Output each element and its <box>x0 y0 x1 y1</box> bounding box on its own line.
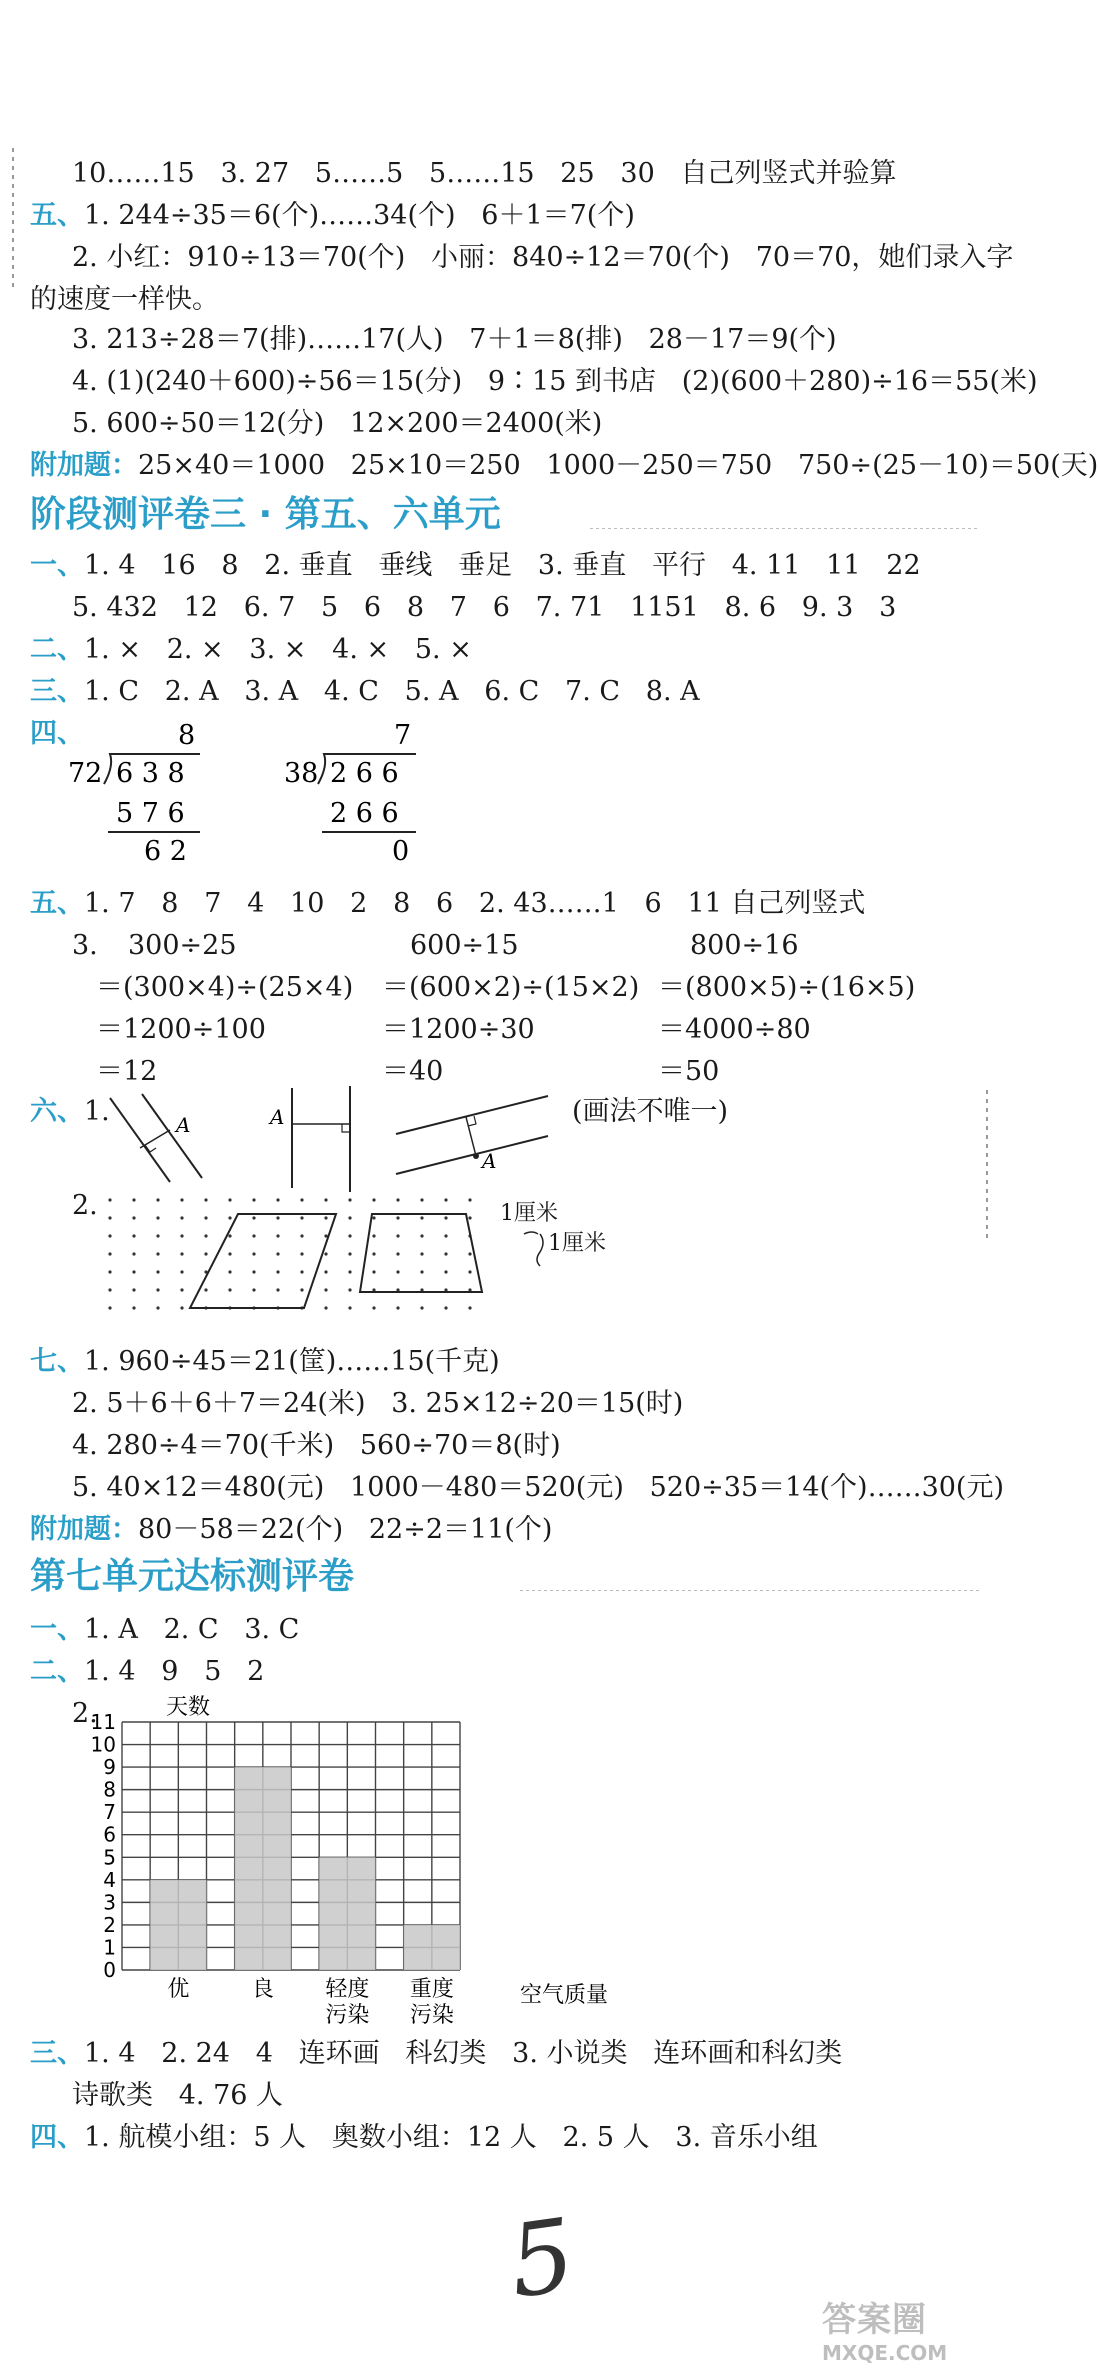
grid-dot <box>372 1216 375 1219</box>
grid-dot <box>468 1306 471 1309</box>
grid-dot <box>300 1216 303 1219</box>
watermark-logo: 答案圈 MXQE.COM <box>822 2300 948 2365</box>
grid-dot <box>324 1252 327 1255</box>
calc-col1-line3: ＝1200÷100 <box>96 1014 266 1045</box>
grid-dot <box>156 1288 159 1291</box>
y-axis-label: 天数 <box>166 1695 211 1720</box>
grid-dot <box>180 1198 183 1201</box>
grid-dot <box>300 1270 303 1273</box>
grid-dot <box>396 1306 399 1309</box>
grid-dot <box>372 1234 375 1237</box>
grid-dot <box>156 1234 159 1237</box>
grid-dot <box>180 1216 183 1219</box>
section-rule <box>590 528 980 529</box>
grid-dot <box>180 1306 183 1309</box>
unit-label-2: 1厘米 <box>548 1231 606 1256</box>
y-tick-label: 1 <box>103 1935 116 1960</box>
quotient: 8 <box>178 720 196 751</box>
grid-dot <box>444 1252 447 1255</box>
grid-dot <box>108 1270 111 1273</box>
grid-dot <box>108 1252 111 1255</box>
calc-col1-line1: 300÷25 <box>128 930 237 961</box>
grid-dot <box>420 1270 423 1273</box>
grid-dot <box>204 1252 207 1255</box>
y-tick-label: 8 <box>103 1777 116 1802</box>
answer-line: 二、1. 4 9 5 2 <box>30 1656 265 1687</box>
x-tick-sublabel: 污染 <box>325 2003 370 2028</box>
answer-line: 2. 5＋6＋6＋7＝24(米) 3. 25×12÷20＝15(时) <box>72 1388 684 1419</box>
grid-dot <box>204 1198 207 1201</box>
y-tick-label: 3 <box>103 1890 116 1915</box>
grid-dot <box>420 1216 423 1219</box>
grid-dot <box>108 1288 111 1291</box>
calc-col3-line1: 800÷16 <box>690 930 799 961</box>
grid-dot <box>324 1216 327 1219</box>
grid-dot <box>324 1306 327 1309</box>
grid-dot <box>204 1216 207 1219</box>
grid-dot <box>372 1252 375 1255</box>
y-tick-label: 4 <box>103 1867 116 1892</box>
grid-dot <box>108 1216 111 1219</box>
grid-dot <box>276 1288 279 1291</box>
point-label-a: A <box>176 1113 191 1137</box>
y-tick-label: 10 <box>90 1732 116 1757</box>
grid-dot <box>252 1270 255 1273</box>
grid-dot <box>420 1234 423 1237</box>
grid-dot <box>348 1288 351 1291</box>
answer-line: 10……15 3. 27 5……5 5……15 25 30 自己列竖式并验算 <box>72 158 897 189</box>
grid-dot <box>348 1306 351 1309</box>
perpendicular-drawing-1 <box>100 1090 210 1190</box>
grid-dot <box>348 1234 351 1237</box>
unit-label-1: 1厘米 <box>500 1201 558 1226</box>
long-division-2 <box>278 718 448 878</box>
answer-line: 5. 432 12 6. 7 5 6 8 7 6 7. 71 1151 8. 6 9. 3 3 <box>72 592 897 623</box>
grid-dot <box>228 1270 231 1273</box>
divisor: 72 <box>68 758 103 789</box>
grid-dot <box>228 1252 231 1255</box>
answer-line: 诗歌类 4. 76 人 <box>72 2080 284 2111</box>
grid-dot <box>276 1198 279 1201</box>
grid-dot <box>396 1252 399 1255</box>
grid-dot <box>324 1198 327 1201</box>
answer-line: 2. 小红：910÷13＝70(个) 小丽：840÷12＝70(个) 70＝70，她们录入字 <box>72 242 1014 273</box>
answer-line: 2. <box>72 1190 98 1221</box>
grid-dot <box>132 1234 135 1237</box>
x-tick-sublabel: 污染 <box>409 2003 454 2028</box>
grid-dot <box>276 1270 279 1273</box>
margin-dots-right <box>986 1090 988 1240</box>
answer-line: 三、1. C 2. A 3. A 4. C 5. A 6. C 7. C 8. A <box>30 676 700 707</box>
grid-dot <box>132 1198 135 1201</box>
grid-dot <box>324 1288 327 1291</box>
perpendicular-drawing-2 <box>262 1084 372 1194</box>
section-title-stage3: 阶段测评卷三 · 第五、六单元 <box>30 494 501 535</box>
calc-col3-line3: ＝4000÷80 <box>658 1014 811 1045</box>
grid-dot <box>252 1288 255 1291</box>
answer-line: 一、1. 4 16 8 2. 垂直 垂线 垂足 3. 垂直 平行 4. 11 11 22 <box>30 550 921 581</box>
grid-dot <box>444 1306 447 1309</box>
grid-dot <box>444 1270 447 1273</box>
answer-line: 五、1. 244÷35＝6(个)……34(个) 6＋1＝7(个) <box>30 200 635 231</box>
grid-dot <box>156 1270 159 1273</box>
answer-line: 5. 600÷50＝12(分) 12×200＝2400(米) <box>72 408 603 439</box>
grid-dot <box>372 1198 375 1201</box>
bar <box>150 1880 206 1970</box>
product: 2 6 6 <box>330 798 399 829</box>
grid-dot <box>132 1252 135 1255</box>
dividend: 2 6 6 <box>330 758 399 789</box>
y-tick-label: 2 <box>103 1912 116 1937</box>
calc-label: 3. <box>72 930 98 961</box>
dividend: 6 3 8 <box>116 758 185 789</box>
grid-dot <box>132 1306 135 1309</box>
grid-dot <box>180 1252 183 1255</box>
calc-col2-line2: ＝(600×2)÷(15×2) <box>382 972 640 1003</box>
grid-dot <box>444 1198 447 1201</box>
grid-dot <box>372 1270 375 1273</box>
quotient: 7 <box>394 720 412 751</box>
answer-line: 4. 280÷4＝70(千米) 560÷70＝8(时) <box>72 1430 561 1461</box>
grid-dot <box>300 1288 303 1291</box>
grid-dot <box>228 1234 231 1237</box>
grid-dot <box>180 1288 183 1291</box>
grid-dot <box>252 1234 255 1237</box>
grid-dot <box>276 1234 279 1237</box>
remainder: 6 2 <box>144 836 187 867</box>
grid-dot <box>468 1252 471 1255</box>
calc-col2-line1: 600÷15 <box>410 930 519 961</box>
grid-dot <box>444 1216 447 1219</box>
answer-line: 附加题：25×40＝1000 25×10＝250 1000－250＝750 750÷(25－10)＝50(天) <box>30 450 1098 481</box>
grid-dot <box>300 1234 303 1237</box>
grid-dot <box>444 1234 447 1237</box>
y-tick-label: 6 <box>103 1822 116 1847</box>
grid-dot <box>108 1306 111 1309</box>
calc-col3-line4: ＝50 <box>658 1056 720 1087</box>
grid-dot <box>348 1270 351 1273</box>
grid-dot <box>396 1270 399 1273</box>
grid-dot <box>324 1270 327 1273</box>
grid-dot <box>468 1198 471 1201</box>
grid-dot <box>204 1288 207 1291</box>
grid-dot <box>156 1198 159 1201</box>
grid-dot <box>420 1198 423 1201</box>
answer-line: 3. 213÷28＝7(排)……17(人) 7＋1＝8(排) 28－17＝9(个) <box>72 324 837 355</box>
y-tick-label: 9 <box>103 1755 116 1780</box>
grid-dot <box>252 1198 255 1201</box>
y-tick-label: 11 <box>90 1710 116 1734</box>
answer-line: 一、1. A 2. C 3. C <box>30 1614 300 1645</box>
grid-dot <box>300 1252 303 1255</box>
grid-dot <box>228 1198 231 1201</box>
grid-dot <box>108 1198 111 1201</box>
answer-line: 五、1. 7 8 7 4 10 2 8 6 2. 43……1 6 11 自己列竖式 <box>30 888 866 919</box>
grid-dot <box>276 1216 279 1219</box>
section-rule <box>520 1590 980 1591</box>
grid-dot <box>108 1234 111 1237</box>
calc-col2-line3: ＝1200÷30 <box>382 1014 535 1045</box>
answer-line: 三、1. 4 2. 24 4 连环画 科幻类 3. 小说类 连环画和科幻类 <box>30 2038 843 2069</box>
grid-dot <box>132 1270 135 1273</box>
grid-dot <box>348 1216 351 1219</box>
grid-dot <box>156 1252 159 1255</box>
grid-dot <box>276 1252 279 1255</box>
grid-dot <box>156 1216 159 1219</box>
calc-col1-line4: ＝12 <box>96 1056 158 1087</box>
long-division-1 <box>60 718 230 878</box>
drawing-note: (画法不唯一) <box>572 1096 729 1127</box>
x-tick-label: 良 <box>251 1977 274 2002</box>
grid-dot <box>468 1216 471 1219</box>
grid-dot <box>300 1198 303 1201</box>
grid-dot <box>156 1306 159 1309</box>
grid-dot <box>468 1270 471 1273</box>
answer-line: 四、 <box>30 718 84 749</box>
answer-line: 六、1. <box>30 1096 110 1127</box>
y-tick-label: 0 <box>103 1958 116 1982</box>
y-tick-label: 7 <box>103 1800 116 1825</box>
grid-dot <box>396 1216 399 1219</box>
grid-dot <box>204 1234 207 1237</box>
grid-dot <box>396 1234 399 1237</box>
margin-dots-left <box>12 148 14 288</box>
bar <box>404 1925 460 1970</box>
air-quality-bar-chart <box>90 1694 660 2028</box>
answer-line: 二、1. × 2. × 3. × 4. × 5. × <box>30 634 472 665</box>
answer-line: 七、1. 960÷45＝21(筐)……15(千克) <box>30 1346 500 1377</box>
x-tick-label: 轻度 <box>325 1977 370 2002</box>
point-label-a: A <box>482 1149 497 1173</box>
grid-dot <box>348 1198 351 1201</box>
grid-dot <box>132 1216 135 1219</box>
answer-line: 的速度一样快。 <box>30 284 219 315</box>
grid-dot <box>252 1252 255 1255</box>
answer-line: 2. <box>72 1698 98 1729</box>
y-tick-label: 5 <box>103 1845 116 1870</box>
grid-dot <box>372 1306 375 1309</box>
divisor: 38 <box>284 758 319 789</box>
point-label-a: A <box>270 1105 285 1129</box>
answer-line: 4. (1)(240＋600)÷56＝15(分) 9∶15 到书店 (2)(600＋280)÷16＝55(米) <box>72 366 1038 397</box>
bar <box>235 1767 291 1970</box>
x-tick-label: 优 <box>167 1977 190 2002</box>
product: 5 7 6 <box>116 798 185 829</box>
parallel-drawing-3 <box>392 1090 552 1180</box>
calc-col1-line2: ＝(300×4)÷(25×4) <box>96 972 354 1003</box>
handwritten-page-number: 5 <box>502 2196 582 2321</box>
grid-dot <box>420 1252 423 1255</box>
grid-dot <box>396 1198 399 1201</box>
calc-col3-line2: ＝(800×5)÷(16×5) <box>658 972 916 1003</box>
answer-line: 附加题：80－58＝22(个) 22÷2＝11(个) <box>30 1514 553 1545</box>
grid-dot <box>252 1216 255 1219</box>
grid-dot <box>228 1288 231 1291</box>
grid-dot <box>132 1288 135 1291</box>
section-title-unit7: 第七单元达标测评卷 <box>30 1556 355 1597</box>
grid-dot <box>420 1306 423 1309</box>
grid-dot <box>228 1216 231 1219</box>
remainder: 0 <box>392 836 410 867</box>
x-axis-label: 空气质量 <box>520 1983 609 2008</box>
grid-dot <box>180 1234 183 1237</box>
answer-line: 四、1. 航模小组：5 人 奥数小组：12 人 2. 5 人 3. 音乐小组 <box>30 2122 818 2153</box>
grid-dot <box>348 1252 351 1255</box>
answer-line: 5. 40×12＝480(元) 1000－480＝520(元) 520÷35＝14(个)……30(元) <box>72 1472 1004 1503</box>
x-tick-label: 重度 <box>409 1977 454 2002</box>
calc-col2-line4: ＝40 <box>382 1056 444 1087</box>
bar <box>319 1857 375 1970</box>
grid-dot <box>180 1270 183 1273</box>
